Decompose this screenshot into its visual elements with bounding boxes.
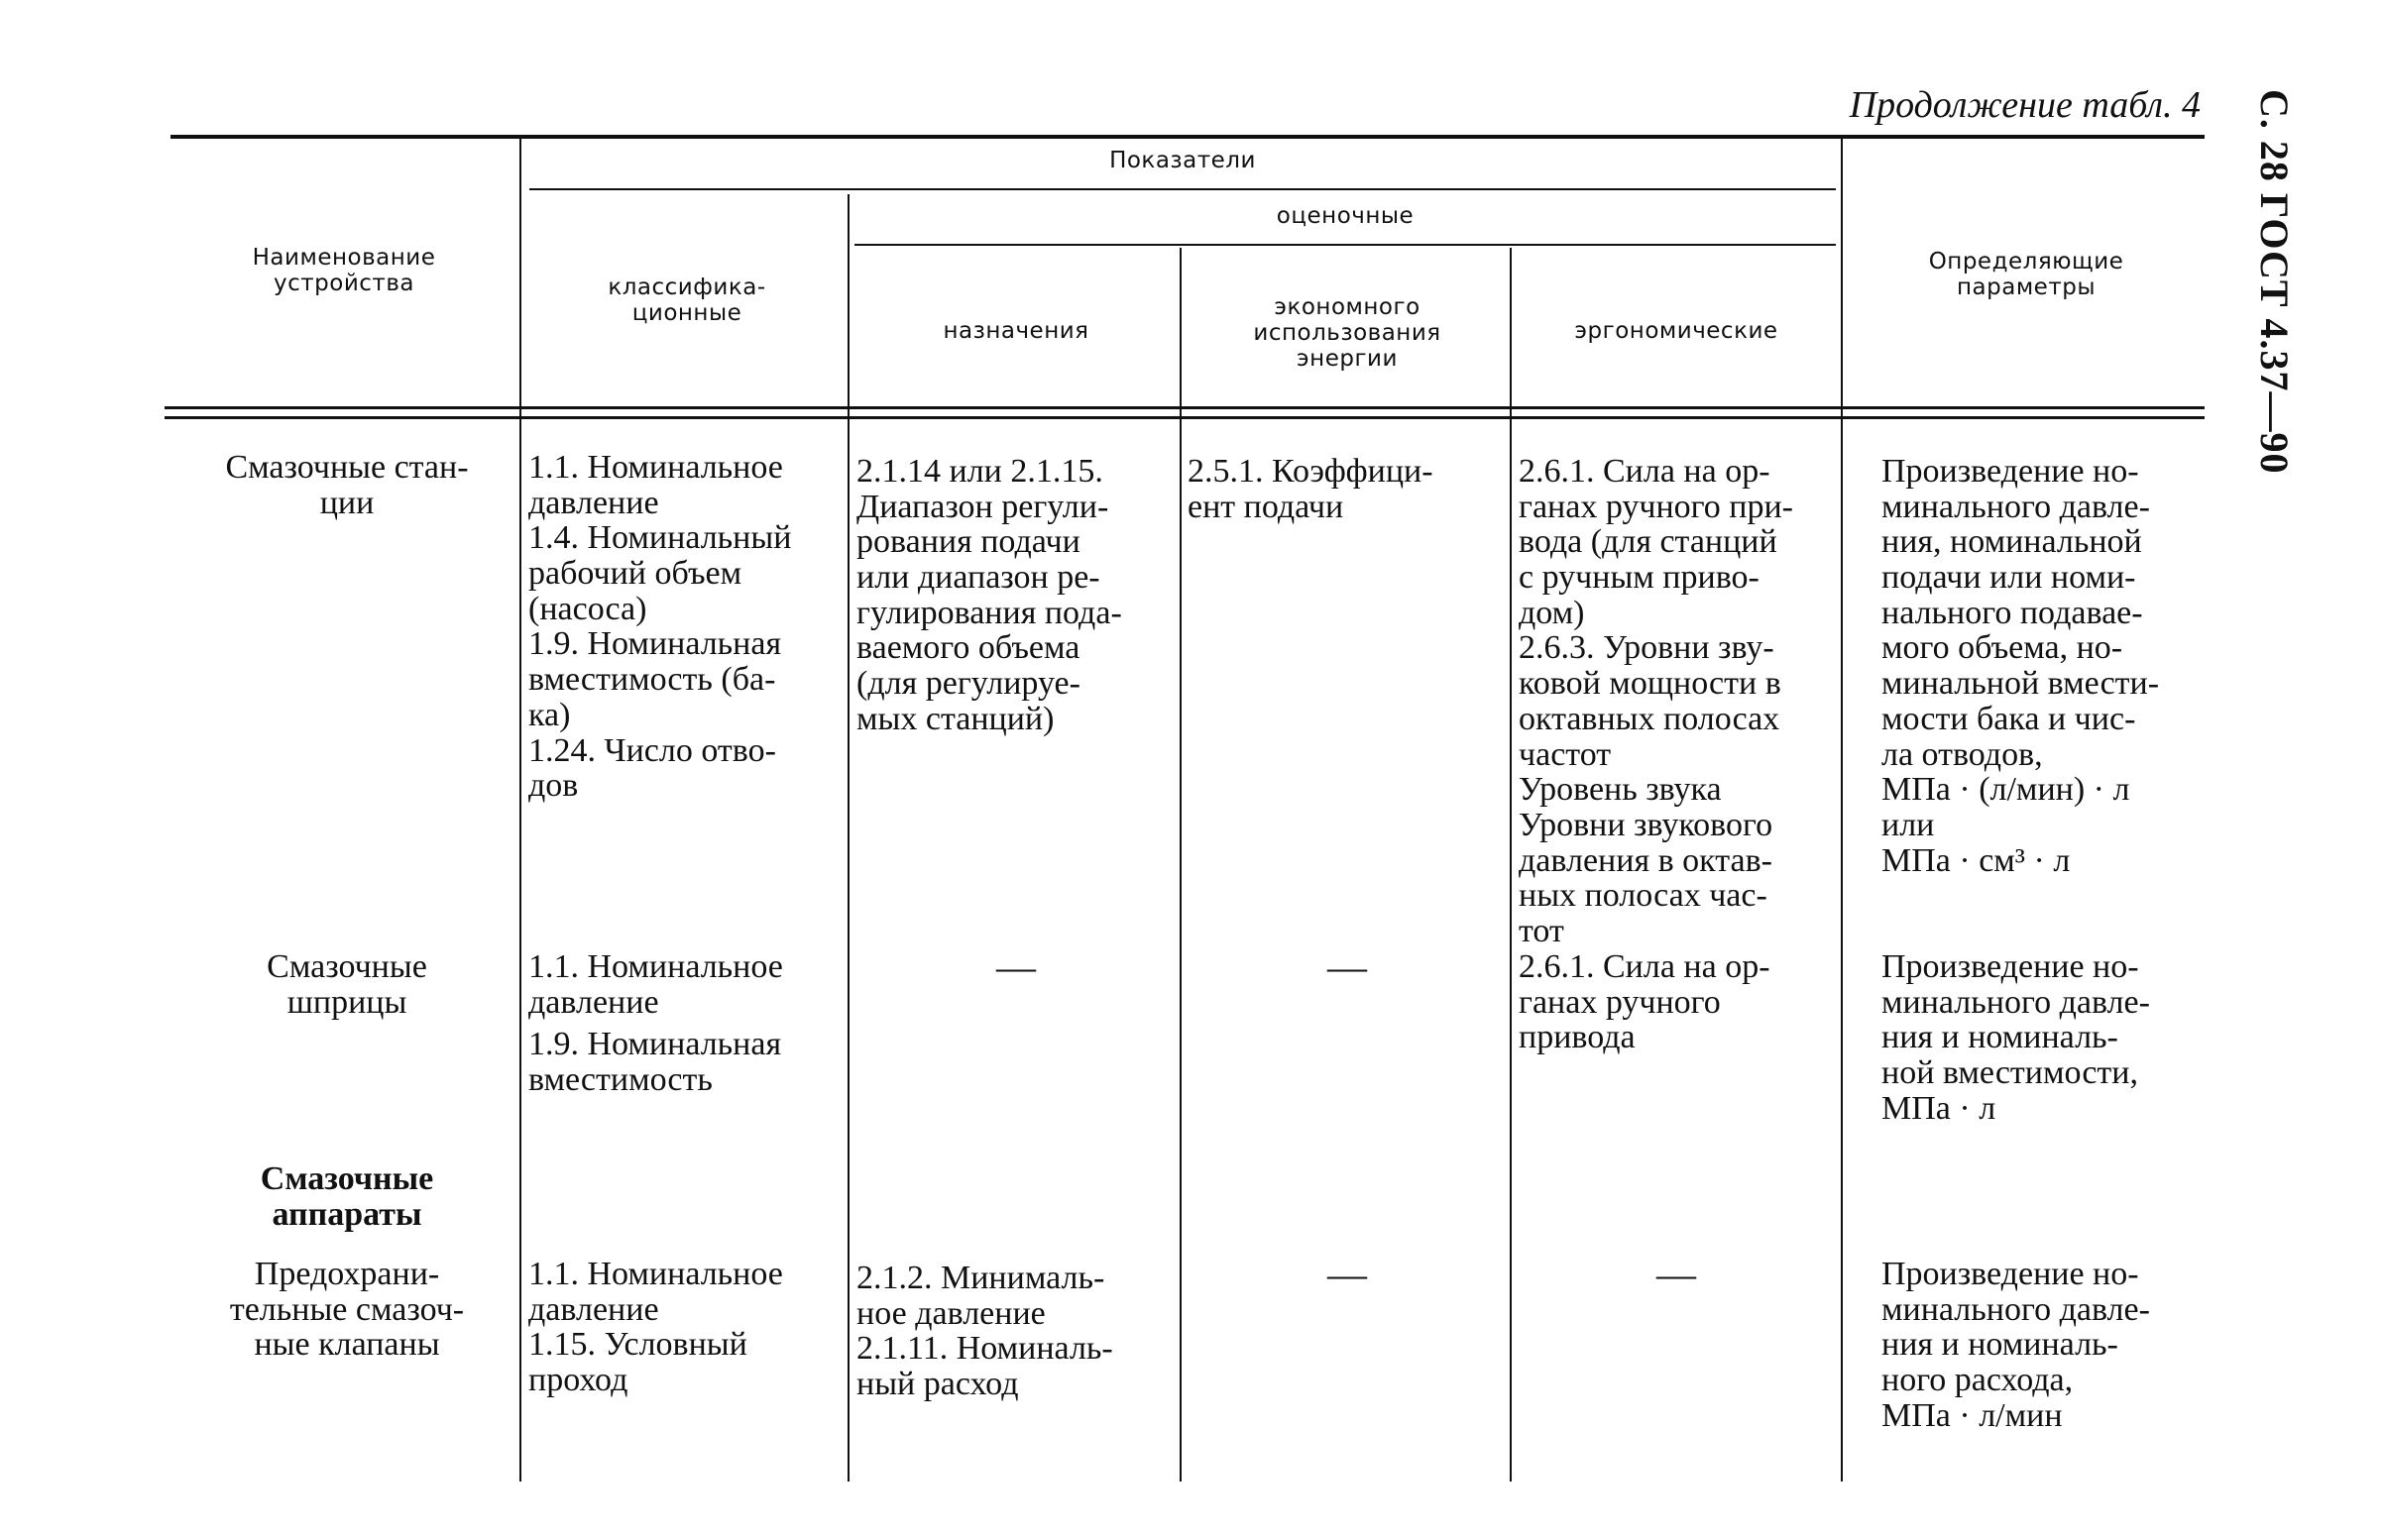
page-standard-label: С. 28 ГОСТ 4.37—90: [2252, 89, 2297, 475]
header-evaluation: оценочные: [1276, 203, 1415, 229]
header-device-name: Наименование устройства: [252, 245, 436, 296]
top-rule: [170, 135, 2205, 139]
col-divider-2: [848, 194, 850, 1482]
row3-purpose: 2.1.2. Минималь- ное давление 2.1.11. Номиналь- ный расход: [856, 1260, 1113, 1403]
row3-defining: Произведение но- минального давле- ния и номиналь- ного расхода, МПа · л/мин: [1881, 1256, 2150, 1434]
row3-device: Предохрани- тельные смазоч- ные клапаны: [229, 1256, 465, 1364]
table-continuation-caption: Продолжение табл. 4: [1849, 84, 2201, 126]
header-energy: экономного использования энергии: [1253, 294, 1441, 372]
col-divider-3: [1180, 248, 1182, 1482]
evaluation-underline: [854, 244, 1836, 246]
row1-energy: 2.5.1. Коэффици- ент подачи: [1188, 453, 1433, 525]
row1-purpose: 2.1.14 или 2.1.15. Диапазон регули- рования подачи или диапазон ре- гулирования пода- ваемого объема (для регулируе- мых станций): [856, 453, 1122, 737]
row3-ergonomic-dash: —: [1656, 1252, 1696, 1296]
row2-energy-dash: —: [1327, 944, 1367, 989]
row2-classification-a: 1.1. Номинальное давление: [528, 948, 783, 1021]
row2-classification-b: 1.9. Номинальная вместимость: [528, 1026, 782, 1098]
row2-purpose-dash: —: [996, 944, 1036, 989]
header-indicators: Показатели: [1109, 148, 1256, 173]
row2-defining: Произведение но- минального давле- ния и номиналь- ной вместимости, МПа · л: [1881, 948, 2150, 1127]
row1-defining: Произведение но- минального давле- ния, номинальной подачи или номи- нального подавае- мого объема, но- минальной вмести- мости бака и чис- ла отводов, МПа · (л/мин) · л или МПа · см³ · л: [1881, 453, 2160, 879]
row1-ergonomic: 2.6.1. Сила на ор- ганах ручного при- вода (для станций с ручным приво- дом) 2.6.3. Уровни зву- ковой мощности в октавных полосах частот Уровень звука Уровни звукового давления в октав- ных полосах час- тот: [1519, 453, 1793, 949]
col-divider-1: [519, 139, 521, 1482]
header-bottom-rule-1: [165, 406, 2205, 409]
group-heading-lubricators: Смазочные аппараты: [260, 1160, 434, 1233]
col-divider-4: [1510, 248, 1512, 1482]
indicators-underline: [529, 188, 1836, 190]
row3-energy-dash: —: [1327, 1252, 1367, 1296]
col-divider-5: [1841, 139, 1843, 1482]
row2-device: Смазочные шприцы: [267, 948, 427, 1021]
header-bottom-rule-2: [165, 416, 2205, 419]
header-defining-parameters: Определяющие параметры: [1928, 249, 2124, 300]
row3-classification: 1.1. Номинальное давление 1.15. Условный проход: [528, 1256, 783, 1399]
row1-classification: 1.1. Номинальное давление 1.4. Номинальный рабочий объем (насоса) 1.9. Номинальная вместимость (ба- ка) 1.24. Число отво- дов: [528, 449, 792, 805]
header-purpose: назначения: [943, 318, 1089, 344]
row2-ergonomic: 2.6.1. Сила на ор- ганах ручного привода: [1519, 948, 1770, 1056]
row1-device: Смазочные стан- ции: [225, 449, 469, 521]
header-classification: классифика- ционные: [608, 275, 766, 326]
header-ergonomic: эргономические: [1574, 318, 1778, 344]
